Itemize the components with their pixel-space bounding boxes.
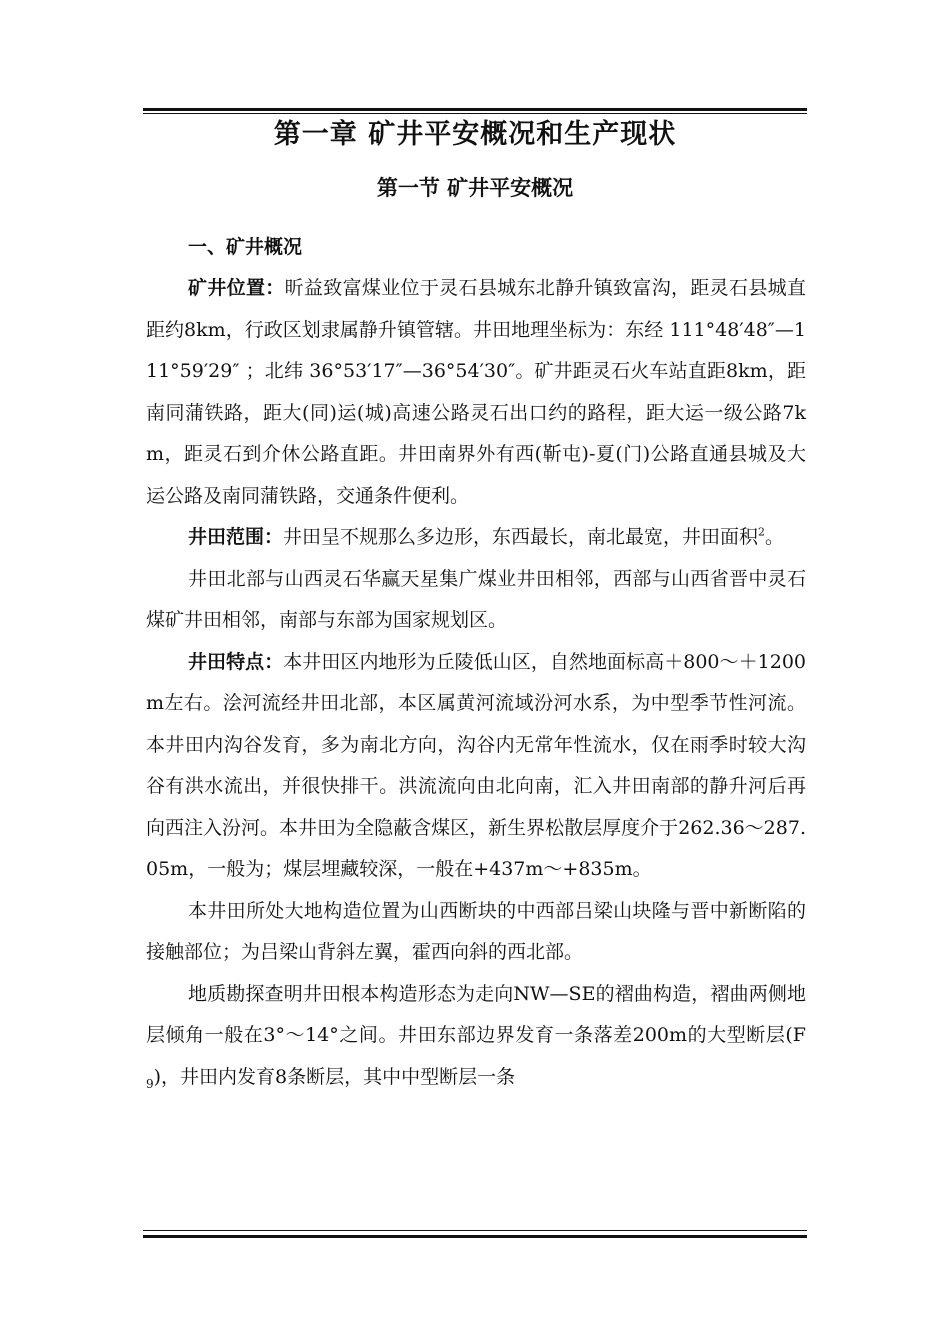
- text-geology-tail: )，井田内发育8条断层，其中中型断层一条: [153, 1065, 516, 1088]
- text-geology: 地质勘探查明井田根本构造形态为走向NW—SE的褶曲构造，褶曲两侧地层倾角一般在3°～14°之间。井田东部边界发育一条落差200m的大型断层(F: [146, 982, 806, 1046]
- lead-features: 井田特点：: [188, 650, 284, 673]
- text-location: 昕益致富煤业位于灵石县城东北静升镇致富沟，距灵石县城直距约8km，行政区划隶属静升镇管辖。井田地理坐标为：东经 111°48′48″—111°59′29″ ；北纬 36°53′17″—36°54′30″。矿井距灵石火车站直距8km，距南同蒲铁路，距大(同)运(城)高速公路灵石出口约的路程，距大运一级公路7km，距灵石到介休公路直距。井田南界外有西(靳屯)-夏(门)公路直通县城及大运公路及南同蒲铁路，交通条件便利。: [146, 277, 806, 507]
- paragraph-neighbors: 井田北部与山西灵石华赢天星集广煤业井田相邻，西部与山西省晋中灵石煤矿井田相邻，南部与东部为国家规划区。: [146, 567, 806, 631]
- subscript-fault-number: 9: [146, 1076, 154, 1091]
- bottom-rule-thin: [143, 1230, 807, 1231]
- paragraph-location: [146, 268, 806, 517]
- top-rule-thick: [143, 108, 807, 111]
- superscript-area-unit: 2: [758, 525, 766, 539]
- bottom-rule-thick: [143, 1235, 807, 1238]
- text-range: 井田呈不规那么多边形，东西最长，南北最宽，井田面积: [283, 526, 759, 548]
- body-content: [146, 227, 806, 1098]
- paragraph-structure: 本井田所处大地构造位置为山西断块的中西部吕梁山块隆与晋中新断陷的接触部位；为吕梁山背斜左翼，霍西向斜的西北部。: [146, 899, 806, 963]
- section-title: 第一节 矿井平安概况: [376, 175, 574, 200]
- chapter-title: 第一章 矿井平安概况和生产现状: [273, 119, 677, 150]
- text-range-tail: 。: [765, 526, 785, 548]
- lead-location: 矿井位置：: [188, 277, 285, 299]
- lead-range: 井田范围：: [188, 526, 284, 548]
- paragraph-features: [146, 642, 806, 891]
- text-features: 本井田区内地形为丘陵低山区，自然地面标高＋800～＋1200m左右。浍河流经井田北部，本区属黄河流域汾河水系，为中型季节性河流。本井田内沟谷发育，多为南北方向，沟谷内无常年性流水，仅在雨季时较大沟谷有洪水流出，并很快排干。洪流流向由北向南，汇入井田南部的静升河后再向西注入汾河。本井田为全隐蔽含煤区，新生界松散层厚度介于262.36～287.05m，一般为；煤层埋藏较深，一般在+437m～+835m。: [146, 650, 806, 880]
- subsection-heading: 一、矿井概况: [188, 236, 303, 258]
- paragraph-range: [146, 517, 806, 559]
- paragraph-geology: [146, 974, 806, 1099]
